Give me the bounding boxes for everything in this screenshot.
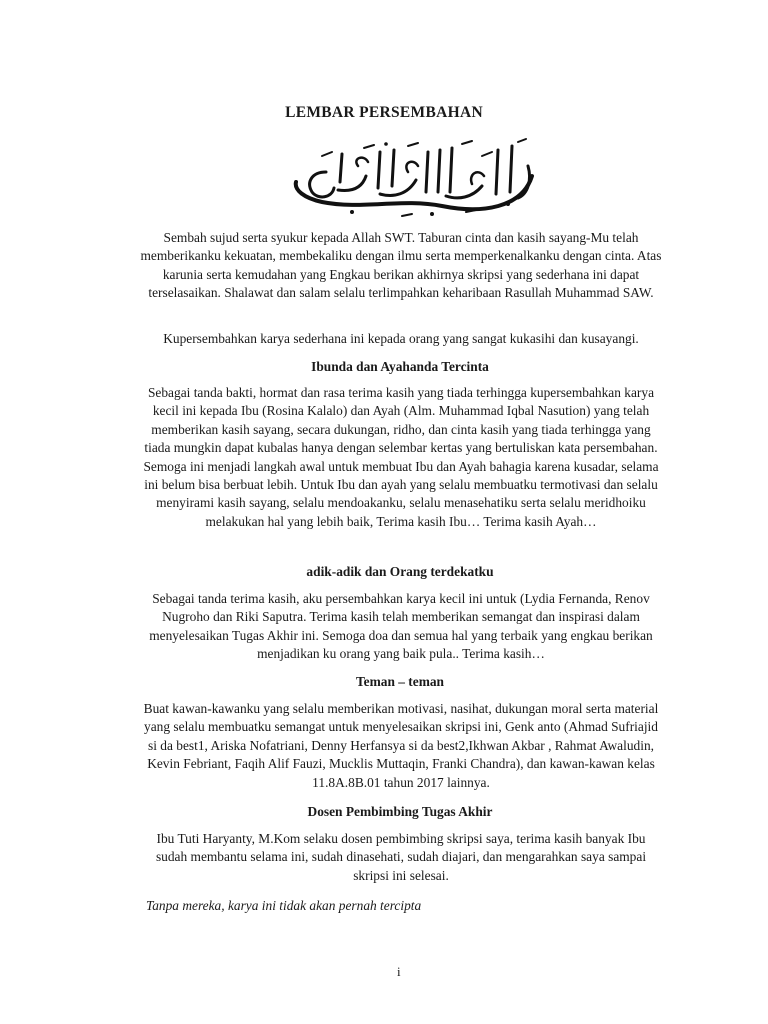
section-body-advisor: Ibu Tuti Haryanty, M.Kom selaku dosen pembimbing skripsi saya, terima kasih banyak Ibu sudah membantu selama ini, sudah dinasehati, sudah diajari, dan mengarahkan saya sampai skripsi ini selesai. xyxy=(155,831,647,883)
section-heading-siblings: adik-adik dan Orang terdekatku xyxy=(306,564,494,579)
dedication-line: Kupersembahkan karya sederhana ini kepada orang yang sangat kukasihi dan kusayangi. xyxy=(163,331,639,346)
page-number: i xyxy=(397,964,401,979)
section-heading-advisor: Dosen Pembimbing Tugas Akhir xyxy=(307,804,493,819)
section-heading-parents: Ibunda dan Ayahanda Tercinta xyxy=(311,359,489,374)
section-body-parents: Sebagai tanda bakti, hormat dan rasa terima kasih yang tiada terhingga kupersembahkan karya kecil ini kepada Ibu (Rosina Kalalo) dan Ayah (Alm. Muhammad Iqbal Nasution) yang telah memberikan kasih sayang, secara dukungan, ridho, dan cinta kasih yang tiada terhingga yang tiada mungkin dapat kubalas hanya dengan selembar kertas yang bertuliskan kata persembahan. Semoga ini menjadi langkah awal untuk membuat Ibu dan Ayah bahagia karena kusadar, selama ini belum bisa berbuat lebih. Untuk Ibu dan ayah yang selalu membuatku termotivasi dan selalu menyirami kasih sayang, selalu mendoakanku, selalu menasehatiku serta selalu meridhoiku melakukan hal yang lebih baik, Terima kasih Ibu… Terima kasih Ayah… xyxy=(143,385,659,529)
section-body-siblings: Sebagai tanda terima kasih, aku persembahkan karya kecil ini untuk (Lydia Fernanda, Renov Nugroho dan Riki Saputra. Terima kasih telah memberikan semangat dan inspirasi dalam menyelesaikan Tugas Akhir ini. Semoga doa dan semua hal yang terbaik yang engkau berikan menjadikan ku orang yang baik pula.. Terima kasih… xyxy=(149,591,653,662)
closing-line: Tanpa mereka, karya ini tidak akan pernah tercipta xyxy=(146,898,422,913)
basmalah-calligraphy xyxy=(282,136,544,222)
section-body-friends: Buat kawan-kawanku yang selalu memberikan motivasi, nasihat, dukungan moral serta material yang selalu membuatku semangat untuk menyelesaikan skripsi ini, Genk anto (Ahmad Sufriajid si da best1, Ariska Nofatriani, Denny Herfansya si da best2,Ikhwan Akbar , Rahmat Awaludin, Kevin Febriant, Faqih Alif Fauzi, Mucklis Muttaqin, Franki Chandra), dan kawan-kawan kelas 11.8A.8B.01 tahun 2017 lainnya. xyxy=(143,701,659,790)
opening-paragraph: Sembah sujud serta syukur kepada Allah SWT. Taburan cinta dan kasih sayang-Mu telah memberikanku kekuatan, membekaliku dengan ilmu serta memperkenalkanku dengan cinta. Atas karunia serta kemudahan yang Engkau berikan akhirnya skripsi yang sederhana ini dapat terselasaikan. Shalawat dan salam selalu terlimpahkan keharibaan Rasullah Muhammad SAW. xyxy=(140,230,662,301)
page-title: LEMBAR PERSEMBAHAN xyxy=(285,104,483,121)
section-heading-friends: Teman – teman xyxy=(355,674,445,689)
